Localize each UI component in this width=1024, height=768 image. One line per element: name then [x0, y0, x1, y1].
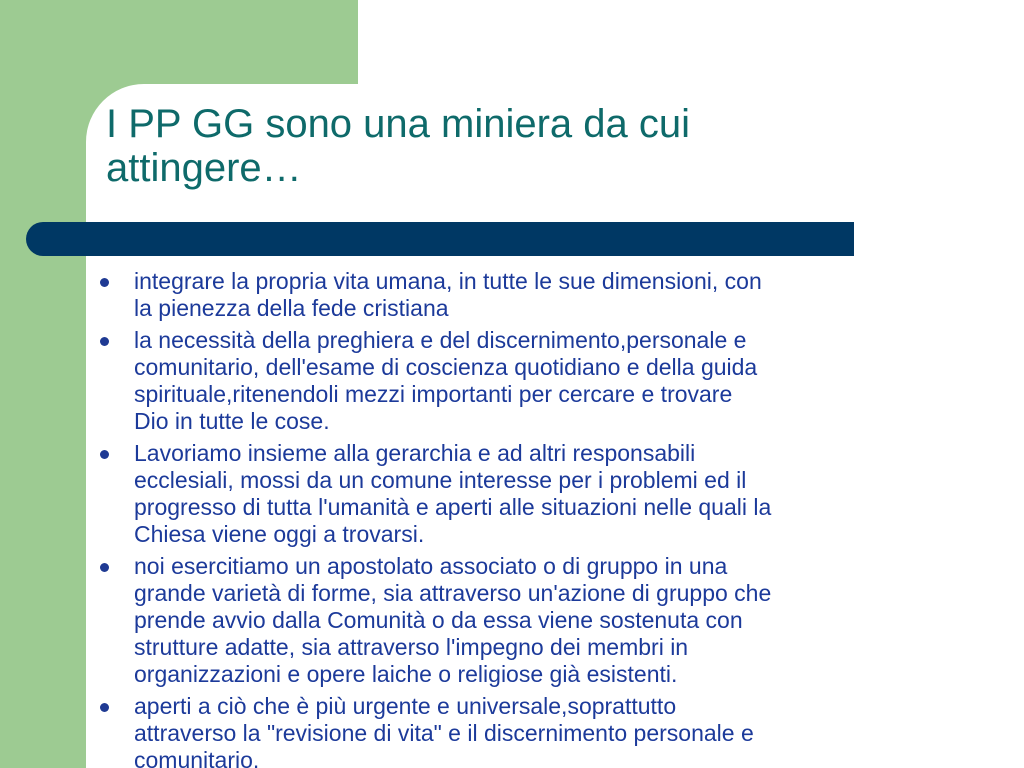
bullet-text	[134, 693, 940, 768]
bullet-line: grande varietà di forme, sia attraverso un'azione di gruppo che	[134, 580, 772, 606]
bullet-line: noi esercitiamo un apostolato associato o di gruppo in una	[134, 553, 728, 579]
bullet-line: la necessità della preghiera e del discernimento,personale e	[134, 327, 747, 353]
title-divider-bar	[26, 222, 854, 256]
bullet-list	[100, 268, 940, 768]
bullet-dot-icon	[100, 563, 109, 572]
slide-title-line: I PP GG sono una miniera da cui	[106, 102, 691, 146]
bullet-line: Lavoriamo insieme alla gerarchia e ad altri responsabili	[134, 440, 696, 466]
bullet-dot-icon	[100, 703, 109, 712]
bullet-text	[134, 553, 940, 688]
bullet-line: Chiesa viene oggi a trovarsi.	[134, 521, 425, 547]
bullet-line: integrare la propria vita umana, in tutte le sue dimensioni, con	[134, 268, 762, 294]
bullet-line: progresso di tutta l'umanità e aperti alle situazioni nelle quali la	[134, 494, 772, 520]
bullet-line: la pienezza della fede cristiana	[134, 295, 449, 321]
bullet-line: prende avvio dalla Comunità o da essa viene sostenuta con	[134, 607, 743, 633]
bullet-line: Dio in tutte le cose.	[134, 408, 330, 434]
bullet-dot-icon	[100, 337, 109, 346]
bullet-item	[100, 553, 940, 688]
bullet-text	[134, 268, 940, 322]
bullet-line: spirituale,ritenendoli mezzi importanti per cercare e trovare	[134, 381, 733, 407]
bullet-line: ecclesiali, mossi da un comune interesse per i problemi ed il	[134, 467, 747, 493]
bullet-item	[100, 693, 940, 768]
bullet-line: comunitario.	[134, 747, 260, 768]
slide-title	[106, 102, 966, 190]
bullet-line: organizzazioni e opere laiche o religiose già esistenti.	[134, 661, 678, 687]
bullet-item	[100, 268, 940, 322]
bullet-text	[134, 440, 940, 548]
bullet-item	[100, 440, 940, 548]
bullet-item	[100, 327, 940, 435]
bullet-dot-icon	[100, 450, 109, 459]
bullet-text	[134, 327, 940, 435]
bullet-dot-icon	[100, 278, 109, 287]
slide-title-line: attingere…	[106, 146, 302, 190]
bullet-line: comunitario, dell'esame di coscienza quotidiano e della guida	[134, 354, 758, 380]
bullet-line: aperti a ciò che è più urgente e universale,soprattutto	[134, 693, 677, 719]
bullet-line: attraverso la "revisione di vita" e il discernimento personale e	[134, 720, 754, 746]
bullet-line: strutture adatte, sia attraverso l'impegno dei membri in	[134, 634, 689, 660]
